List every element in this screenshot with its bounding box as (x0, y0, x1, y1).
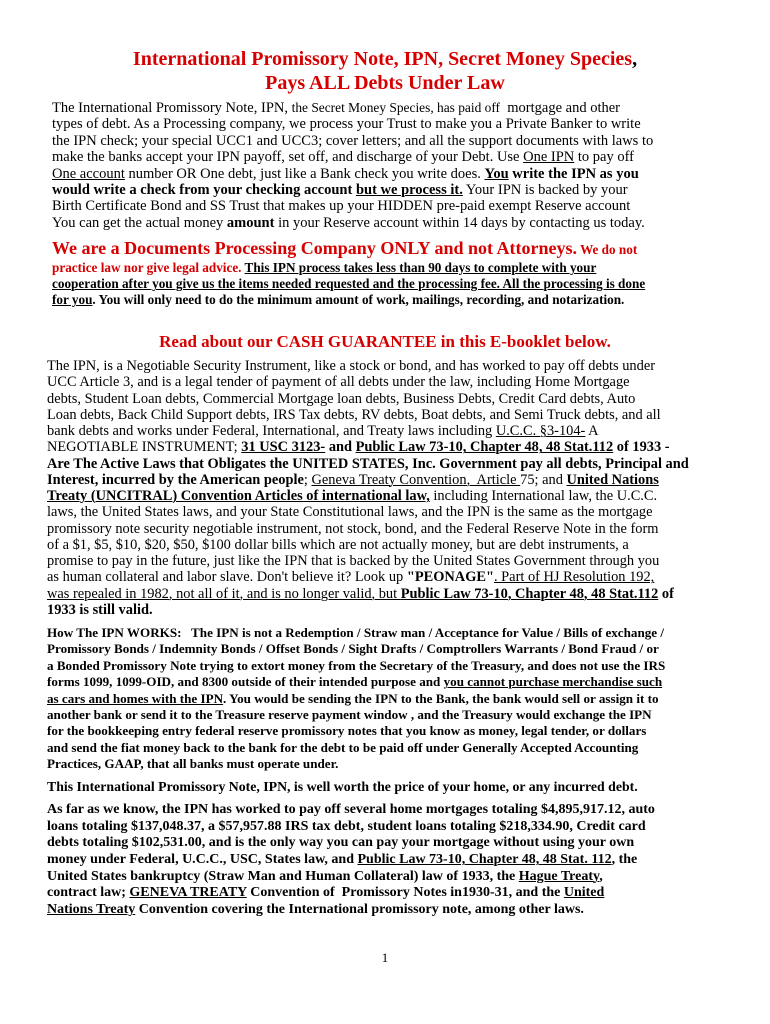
plain-text: Birth Certificate Bond and SS Trust that makes up your HIDDEN pre-paid exempt Reserve account (52, 198, 631, 215)
plain-text: the IPN check; your special UCC1 and UCC3; cover letters; and all the support documents with laws to (52, 132, 654, 149)
body-line (47, 358, 655, 374)
body-line (47, 488, 657, 504)
plain-text: make the banks accept your IPN payoff, set off, and discharge of your Debt. Use (52, 149, 524, 166)
bold-text: another bank or send it to the Treasure reserve payment window , and the Treasury would exchange the IPN (47, 707, 652, 723)
results-line (47, 902, 584, 919)
bold-underlined-text: 31 USC 3123- (241, 439, 326, 456)
bold-text: Are The Active Laws that Obligates the UNITED STATES, Inc. Government pay all debts, Principal and (47, 455, 689, 472)
bold-text: write the IPN as you (508, 165, 639, 182)
bold-text: , the (611, 852, 638, 868)
bold-underlined-text: GENEVA TREATY (129, 885, 247, 901)
bold-text: would write a check from your checking account (52, 182, 356, 199)
plain-text: including International law, the U.C.C. (429, 488, 658, 505)
underlined-text: U.C.C. §3-104- (495, 423, 586, 440)
plain-text: of a $1, $5, $10, $20, $50, $100 dollar bills which are not actually money, but are debt instruments, a (47, 536, 629, 553)
bold-text: of 1933 - (613, 439, 670, 456)
notice-heading: We are a Documents Processing Company ONLY and not Attorneys. (52, 238, 578, 258)
bold-underlined-text: Public Law 73-10, Chapter 48, 48 Stat.112 (400, 585, 659, 602)
bold-underlined-text: This IPN process takes less than 90 days to complete with your (244, 260, 597, 275)
bold-text: contract law; (47, 885, 130, 901)
bold-text: United States bankruptcy (Straw Man and Human Collateral) law of 1933, the (47, 868, 519, 884)
body-line (47, 407, 661, 423)
plain-text: promise to pay in the future, just like the IPN that is backed by the United States Government through you (47, 553, 660, 570)
results-line (47, 802, 655, 819)
body-line (47, 472, 659, 488)
bold-text: and (325, 439, 356, 456)
works-line (47, 723, 646, 739)
document-title (0, 47, 770, 95)
notice-line (52, 238, 637, 260)
body-line (47, 391, 635, 407)
intro-line (52, 133, 653, 149)
guarantee-text: Read about our CASH GUARANTEE in this E-booklet below. (159, 332, 611, 351)
bold-text: 1933 is still valid. (47, 601, 153, 618)
plain-text: types of debt. As a Processing company, we process your Trust to make you a Private Banker to write (52, 116, 641, 133)
red-text: practice law nor give legal advice. (52, 260, 245, 275)
bold-text: a Bonded Promissory Note trying to extort money from the Secretary of the Treasury, and does not use the IRS (47, 657, 666, 673)
how-it-works-paragraph (47, 625, 665, 773)
bold-text: forms 1099, 1099-OID, and 8300 outside of their intended purpose and (47, 674, 444, 690)
plain-text: The IPN, is a Negotiable Security Instrument, like a stock or bond, and has worked to pay off debts under (47, 358, 655, 374)
plain-text: to pay off (574, 149, 635, 166)
body-line (47, 521, 658, 537)
plain-text: 75; and (520, 471, 567, 488)
bold-underlined-text: as cars and homes with the IPN (47, 690, 224, 706)
plain-text: as human collateral and labor slave. Don't believe it? Look up (47, 569, 407, 586)
bold-underlined-text: for you (52, 292, 93, 307)
bold-underlined-text: Public Law 73-10, Chapter 48, 48 Stat. 112 (357, 852, 612, 868)
bold-text: Convention covering the International promissory note, among other laws. (135, 902, 584, 918)
bold-underlined-text: cooperation after you give us the items needed requested and the processing fee. All the processing is done (52, 276, 646, 291)
bold-underlined-text: You (484, 165, 509, 182)
plain-text: number OR One debt, just like a Bank check you write does. (124, 165, 485, 182)
underlined-text: was repealed in 1982, not all of it, and is no longer valid, but (47, 585, 401, 602)
results-line (47, 885, 604, 902)
bold-text: amount (226, 214, 275, 231)
works-line (47, 756, 338, 772)
bold-text: debts totaling $102,531.00, and is the only way you can pay your mortgage without using your own (47, 835, 635, 851)
works-line (47, 674, 662, 690)
page-number (0, 950, 770, 966)
notice-line (52, 260, 596, 276)
bold-underlined-text: United Nations (566, 471, 659, 488)
intro-line (52, 100, 620, 116)
intro-line (52, 166, 639, 182)
cash-guarantee-heading (0, 332, 770, 352)
bold-text: Interest, incurred by the American people (47, 471, 304, 488)
plain-text: promissory note security negotiable instrument, not stock, bond, and the Federal Reserve Note in the form (47, 520, 659, 537)
underlined-text: One account (52, 165, 125, 182)
bold-text: "PEONAGE" (406, 569, 494, 586)
results-line (47, 852, 637, 869)
bold-underlined-text: Public Law 73-10, Chapter 48, 48 Stat.112 (355, 439, 614, 456)
bold-underlined-text: United (563, 885, 605, 901)
body-line (47, 553, 659, 569)
page-number-line (382, 950, 389, 966)
bold-text: loans totaling $137,048.37, a $57,957.88 IRS tax debt, student loans totaling $218,334.90, Credit card (47, 818, 646, 834)
works-line (47, 658, 665, 674)
small-text: the Secret Money Species, has paid off (291, 100, 500, 115)
plain-text: Loan debts, Back Child Support debts, IRS Tax debts, RV debts, Boat debts, and Semi Truck debts, and all (47, 406, 661, 423)
body-line (47, 504, 653, 520)
bold-underlined-text: Hague Treaty (518, 868, 600, 884)
plain-text: Your IPN is backed by your (462, 182, 628, 199)
plain-text: debts, Student Loan debts, Commercial Mortgage loan debts, Business Debts, Credit Card debts, Auto (47, 390, 636, 407)
bold-text: of (658, 585, 674, 602)
results-paragraph (47, 802, 655, 919)
body-line (47, 456, 689, 472)
body-line (47, 423, 599, 439)
plain-text: NEGOTIABLE INSTRUMENT; (47, 439, 242, 456)
body-line (47, 569, 654, 585)
body-line (47, 586, 674, 602)
plain-text: ; (303, 471, 312, 488)
works-line (47, 641, 659, 657)
bold-text: and send the fiat money back to the bank for the debt to be paid off under Generally Accepted Accounting (47, 739, 639, 755)
red-text: We do not (577, 242, 638, 257)
bold-underlined-text: Treaty (UNCITRAL) Convention Articles of international law, (47, 488, 430, 505)
plain-text: mortgage and other (500, 100, 620, 116)
bold-text: Promissory Bonds / Indemnity Bonds / Offset Bonds / Sight Drafts / Comptrollers Warrants / Bond Fraud / or (47, 641, 659, 657)
body-line (47, 602, 153, 618)
bold-text: . You would be sending the IPN to the Bank, the bank would sell or assign it to (223, 690, 659, 706)
bold-text: for the bookkeeping entry federal reserve promissory notes that you know as money, legal tender, or dollars (47, 723, 647, 739)
bold-text: . You will only need to do the minimum amount of work, mailings, recording, and notarization. (92, 292, 625, 307)
bold-text: money under Federal, U.C.C., USC, States law, and (47, 852, 358, 868)
underlined-text: . Part of HJ Resolution 192, (493, 569, 655, 586)
title-text: Pays ALL Debts Under Law (265, 72, 505, 94)
bold-text: Convention of Promissory Notes in1930-31, and the (246, 885, 564, 901)
works-line (47, 691, 659, 707)
plain-text: The International Promissory Note, IPN, (52, 100, 292, 116)
body-line (47, 439, 670, 455)
title-line (265, 71, 505, 95)
works-line (47, 625, 664, 641)
notice-line (52, 276, 645, 292)
title-comma: , (632, 48, 638, 70)
plain-text: laws, the United States laws, and your State Constitutional laws, and the IPN is the same as the mortgage (47, 504, 653, 521)
worth-statement (47, 778, 638, 795)
worth-line (47, 778, 638, 795)
bold-text: As far as we know, the IPN has worked to pay off several home mortgages totaling $4,895,917.12, auto (47, 802, 655, 817)
page-number-text: 1 (381, 950, 389, 965)
plain-text: in your Reserve account within 14 days by contacting us today. (274, 214, 645, 231)
ipn-description-paragraph (47, 358, 689, 618)
bold-text: , (599, 868, 603, 884)
intro-paragraph (52, 100, 653, 231)
bold-text: This International Promissory Note, IPN, is well worth the price of your home, or any incurred debt. (47, 779, 638, 794)
intro-line (52, 116, 641, 132)
body-line (47, 374, 630, 390)
bold-text: How The IPN WORKS: The IPN is not a Redemption / Straw man / Acceptance for Value / Bills of exchange / (47, 625, 665, 640)
intro-line (52, 198, 630, 214)
plain-text: bank debts and works under Federal, International, and Treaty laws including (47, 423, 496, 440)
results-line (47, 869, 603, 886)
bold-underlined-text: you cannot purchase merchandise such (443, 674, 663, 690)
intro-line (52, 215, 645, 231)
title-line (133, 47, 637, 71)
intro-line (52, 182, 628, 198)
underlined-text: One IPN (523, 149, 575, 166)
title-text: International Promissory Note, IPN, Secret Money Species (132, 48, 633, 70)
notice-line (52, 292, 624, 308)
bold-text: Practices, GAAP, that all banks must operate under. (47, 756, 339, 772)
body-line (47, 537, 629, 553)
underlined-text: Geneva Treaty Convention, Article (311, 471, 521, 488)
plain-text: UCC Article 3, and is a legal tender of payment of all debts under the law, including Home Mortgage (47, 374, 630, 391)
plain-text: A (585, 423, 599, 440)
results-line (47, 835, 634, 852)
results-line (47, 819, 646, 836)
intro-line (52, 149, 634, 165)
disclaimer-notice (52, 238, 645, 308)
bold-underlined-text: Nations Treaty (47, 902, 136, 918)
works-line (47, 707, 652, 723)
plain-text: You can get the actual money (52, 214, 227, 231)
guarantee-line (159, 332, 611, 352)
bold-underlined-text: but we process it. (355, 182, 463, 199)
works-line (47, 740, 638, 756)
